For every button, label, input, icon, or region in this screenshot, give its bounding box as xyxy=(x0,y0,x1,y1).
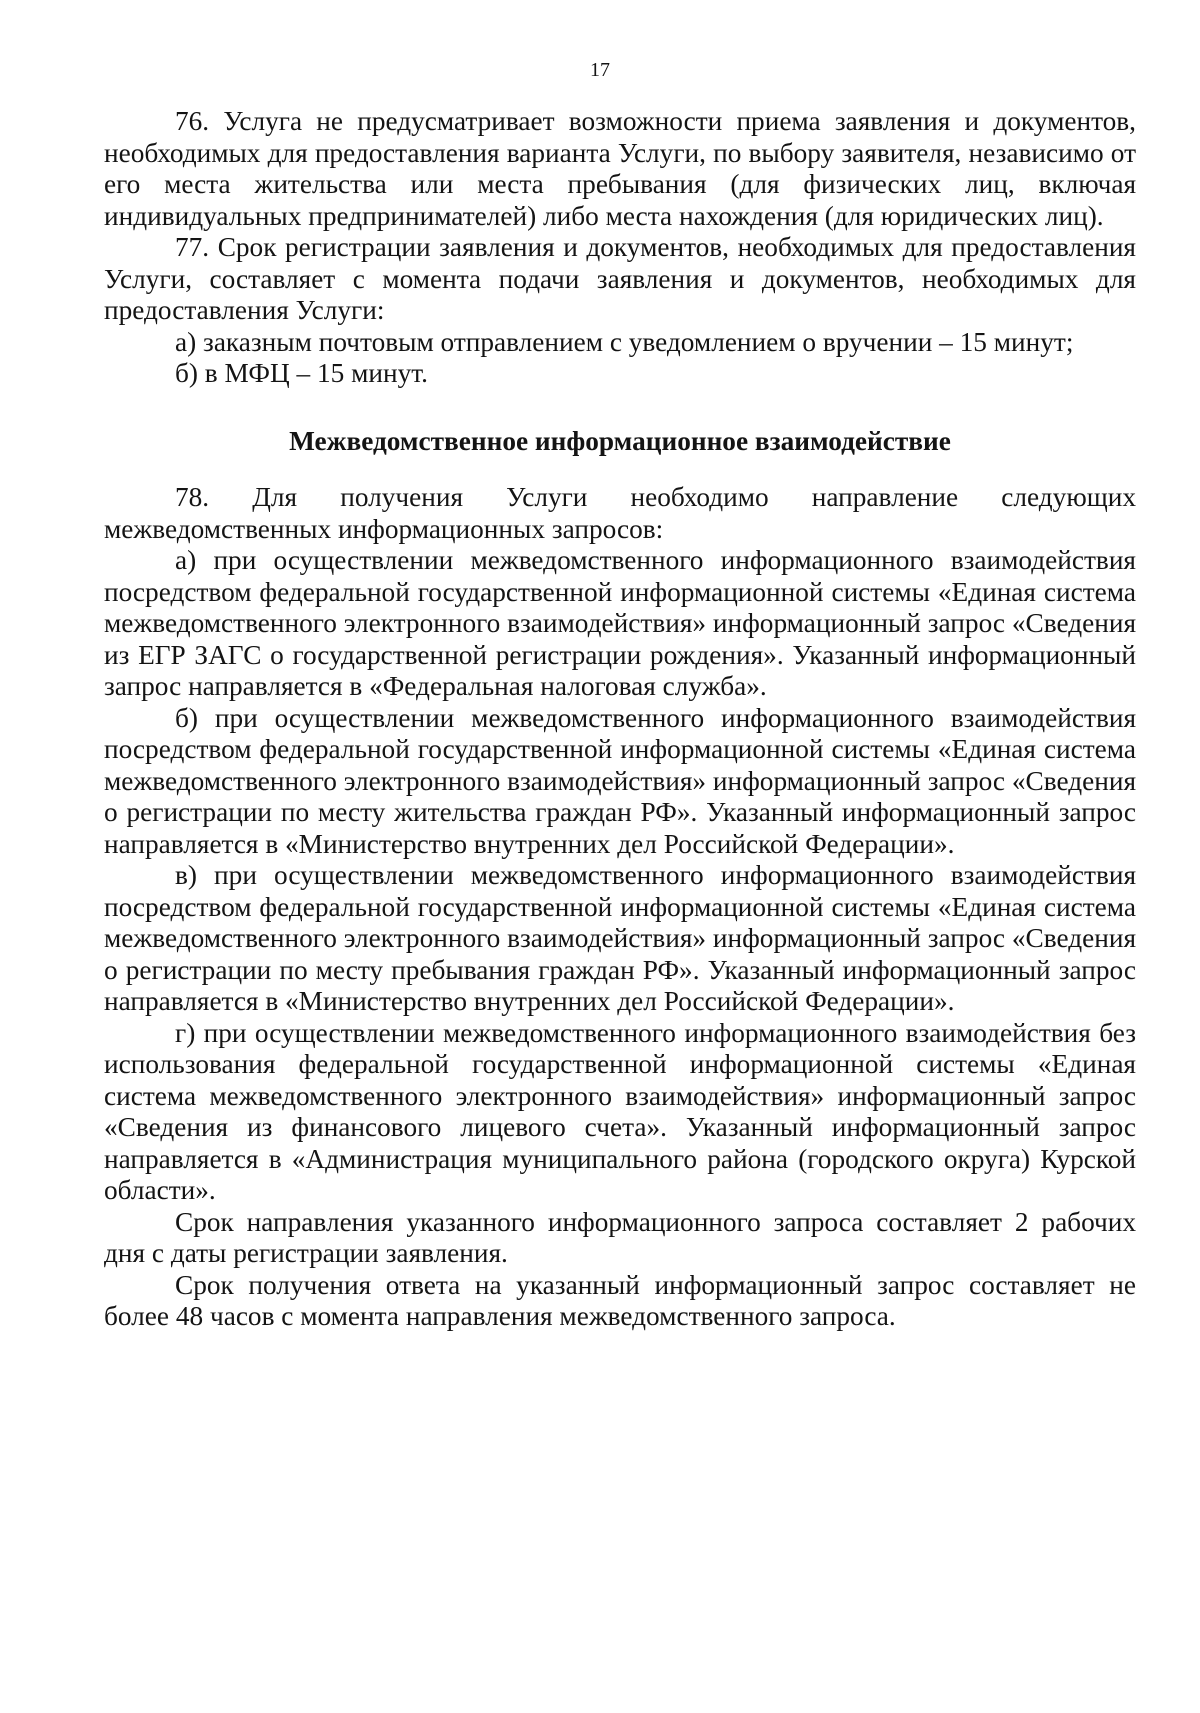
paragraph-78: 78. Для получения Услуги необходимо направление следующих межведомственных информационных запросов: xyxy=(104,482,1136,544)
document-body xyxy=(104,106,1136,1333)
paragraph-78-item-a: а) при осуществлении межведомственного информационного взаимодействия посредством федеральной государственной информационной системы «Единая система межведомственного электронного взаимодействия» информационный запрос «Сведения из ЕГР ЗАГС о государственной регистрации рождения». Указанный информационный запрос направляется в «Федеральная налоговая служба». xyxy=(104,545,1136,701)
paragraph-77: 77. Срок регистрации заявления и документов, необходимых для предоставления Услуги, составляет с момента подачи заявления и документов, необходимых для предоставления Услуги: xyxy=(104,232,1136,325)
paragraph-76: 76. Услуга не предусматривает возможности приема заявления и документов, необходимых для предоставления варианта Услуги, по выбору заявителя, независимо от его места жительства или места пребывания (для физических лиц, включая индивидуальных предпринимателей) либо места нахождения (для юридических лиц). xyxy=(104,106,1136,231)
paragraph-78-item-b: б) при осуществлении межведомственного информационного взаимодействия посредством федеральной государственной информационной системы «Единая система межведомственного электронного взаимодействия» информационный запрос «Сведения о регистрации по месту жительства граждан РФ». Указанный информационный запрос направляется в «Министерство внутренних дел Российской Федерации». xyxy=(104,702,1136,859)
paragraph-77-item-a: а) заказным почтовым отправлением с уведомлением о вручении – 15 минут; xyxy=(175,326,1074,357)
paragraph-response-deadline: Срок получения ответа на указанный информационный запрос составляет не более 48 часов с момента направления межведомственного запроса. xyxy=(104,1269,1136,1331)
paragraph-78-item-g: г) при осуществлении межведомственного информационного взаимодействия без использования федеральной государственной информационной системы «Единая система межведомственного электронного взаимодействия» информационный запрос «Сведения из финансового лицевого счета». Указанный информационный запрос направляется в «Администрация муниципального района (городского округа) Курской области». xyxy=(104,1017,1136,1205)
paragraph-78-item-v: в) при осуществлении межведомственного информационного взаимодействия посредством федеральной государственной информационной системы «Единая система межведомственного электронного взаимодействия» информационный запрос «Сведения о регистрации по месту пребывания граждан РФ». Указанный информационный запрос направляется в «Министерство внутренних дел Российской Федерации». xyxy=(104,860,1136,1016)
paragraph-77-item-b: б) в МФЦ – 15 минут. xyxy=(175,358,428,388)
paragraph-request-deadline: Срок направления указанного информационного запроса составляет 2 рабочих дня с даты регистрации заявления. xyxy=(104,1206,1136,1268)
page-number: 17 xyxy=(590,59,610,81)
section-heading: Межведомственное информационное взаимодействие xyxy=(289,425,951,456)
